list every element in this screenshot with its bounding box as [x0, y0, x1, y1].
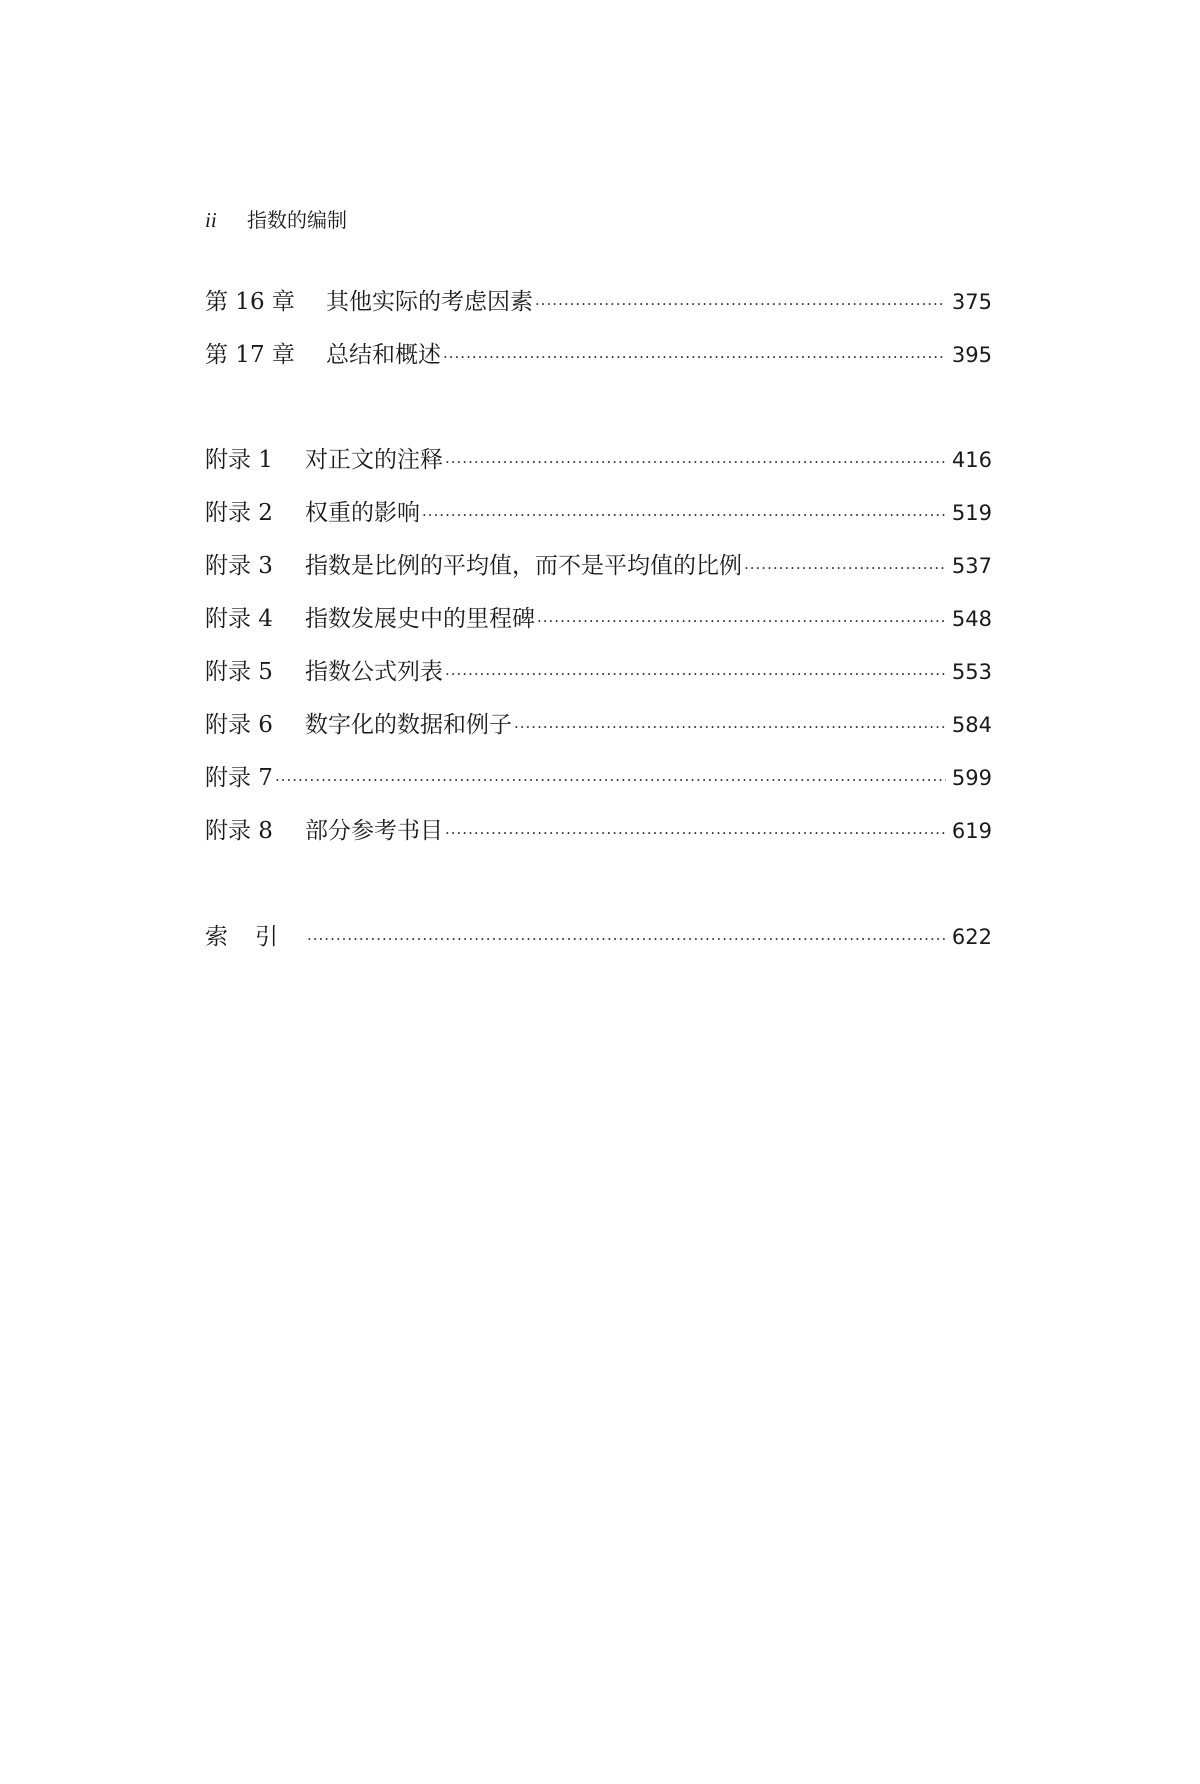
- page-number: 375: [951, 290, 992, 314]
- dot-leader: [443, 348, 946, 366]
- dot-leader: [744, 559, 946, 577]
- toc-entry-appendix-2[interactable]: [205, 494, 992, 547]
- appendix-title: 指数发展史中的里程碑: [305, 606, 535, 632]
- toc-chapters: [205, 283, 992, 389]
- toc-entry-index[interactable]: [205, 918, 992, 971]
- toc-index: [205, 918, 992, 971]
- page-number: 548: [951, 607, 992, 631]
- toc-entry-appendix-7[interactable]: [205, 759, 992, 812]
- toc-entry-appendix-3[interactable]: [205, 547, 992, 600]
- toc-entry-appendix-8[interactable]: [205, 812, 992, 865]
- appendix-title: 指数是比例的平均值，而不是平均值的比例: [305, 553, 742, 579]
- toc-entry-chapter-16[interactable]: [205, 283, 992, 336]
- chapter-title: 其他实际的考虑因素: [326, 289, 533, 315]
- appendix-label: 附录 4: [205, 606, 273, 632]
- toc-appendices: [205, 441, 992, 865]
- running-head: [205, 204, 347, 233]
- appendix-label: 附录 6: [205, 712, 273, 738]
- chapter-label: 第 17 章: [205, 342, 295, 368]
- appendix-title: 对正文的注释: [305, 447, 443, 473]
- toc-entry-appendix-5[interactable]: [205, 653, 992, 706]
- appendix-label: 附录 2: [205, 500, 273, 526]
- dot-leader: [537, 612, 946, 630]
- dot-leader: [275, 771, 946, 789]
- page-number: 599: [951, 766, 992, 790]
- appendix-label: 附录 8: [205, 818, 273, 844]
- appendix-title: 权重的影响: [305, 500, 420, 526]
- running-head-title: 指数的编制: [247, 208, 347, 232]
- page-number: 584: [951, 713, 992, 737]
- toc-entry-appendix-4[interactable]: [205, 600, 992, 653]
- appendix-title: 指数公式列表: [305, 659, 443, 685]
- dot-leader: [514, 718, 946, 736]
- appendix-title: 部分参考书目: [305, 818, 443, 844]
- page-number: 622: [951, 925, 992, 949]
- dot-leader: [535, 295, 946, 313]
- appendix-label: 附录 1: [205, 447, 273, 473]
- chapter-label: 第 16 章: [205, 289, 295, 315]
- page-folio: ii: [205, 208, 217, 232]
- appendix-label: 附录 5: [205, 659, 273, 685]
- index-label: 索引: [205, 924, 305, 950]
- page-number: 395: [951, 343, 992, 367]
- page-number: 537: [951, 554, 992, 578]
- appendix-label: 附录 7: [205, 765, 273, 791]
- page-number: 519: [951, 501, 992, 525]
- chapter-title: 总结和概述: [326, 342, 441, 368]
- dot-leader: [307, 930, 946, 948]
- page-number: 619: [951, 819, 992, 843]
- dot-leader: [445, 665, 946, 683]
- page-number: 416: [951, 448, 992, 472]
- dot-leader: [445, 824, 946, 842]
- dot-leader: [422, 506, 946, 524]
- toc-entry-appendix-1[interactable]: [205, 441, 992, 494]
- toc-entry-chapter-17[interactable]: [205, 336, 992, 389]
- dot-leader: [445, 453, 946, 471]
- appendix-title: 数字化的数据和例子: [305, 712, 512, 738]
- appendix-label: 附录 3: [205, 553, 273, 579]
- page-number: 553: [951, 660, 992, 684]
- toc-entry-appendix-6[interactable]: [205, 706, 992, 759]
